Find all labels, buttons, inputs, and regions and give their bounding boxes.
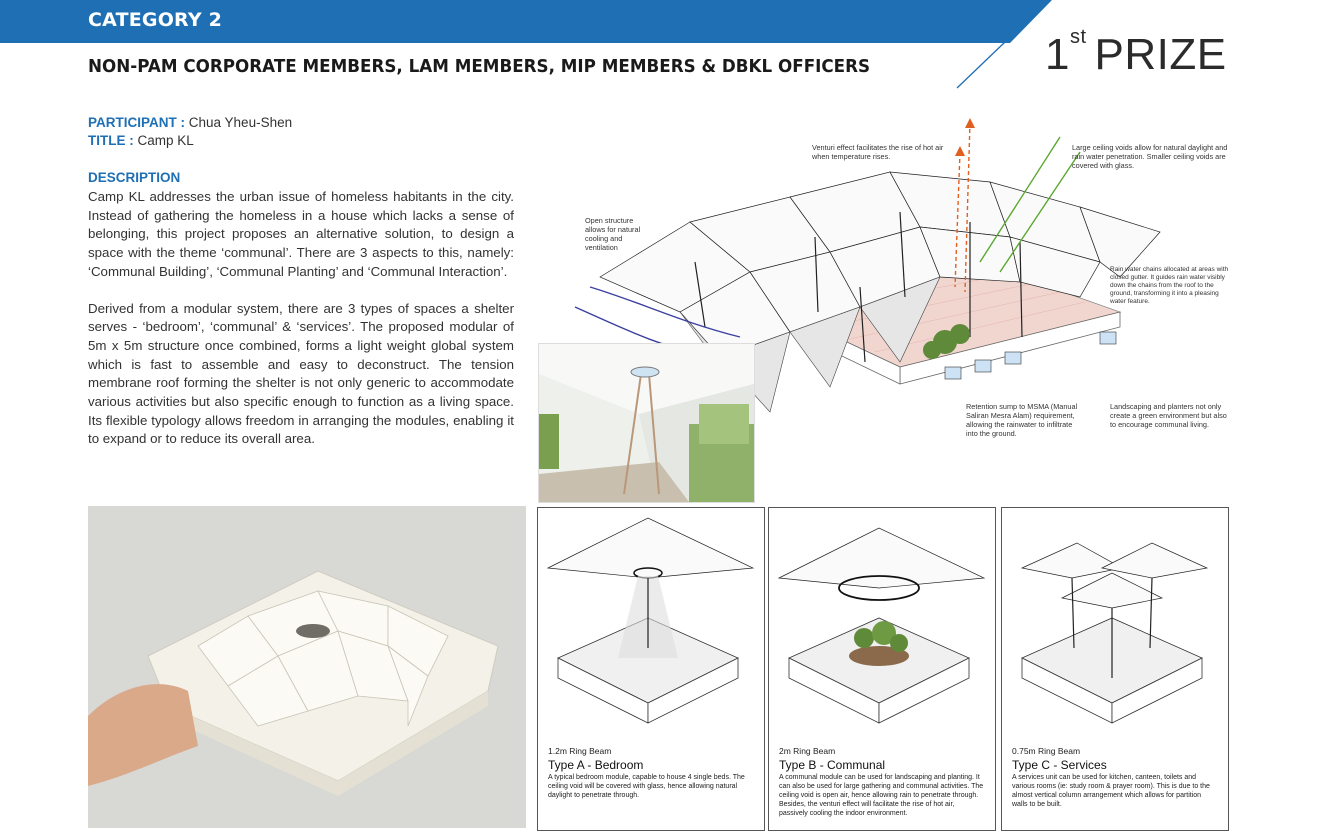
participant-label: PARTICIPANT :: [88, 115, 185, 130]
note-venturi: Venturi effect facilitates the rise of hot air when temperature rises.: [812, 143, 944, 161]
category-label: CATEGORY 2: [88, 9, 223, 31]
description-body: [88, 188, 514, 467]
participant-info: [88, 114, 292, 150]
prize-label: [1045, 26, 1227, 80]
module-title: Type B - Communal: [779, 758, 886, 772]
note-landscaping: Landscaping and planters not only create a green environment but also to encourage communal living.: [1110, 402, 1227, 429]
module-beam: 1.2m Ring Beam: [548, 746, 612, 756]
prize-suffix: st: [1069, 26, 1087, 48]
title-label: TITLE :: [88, 133, 134, 148]
module-beam: 2m Ring Beam: [779, 746, 836, 756]
divider-slash: [955, 40, 1015, 90]
module-description: A services unit can be used for kitchen, canteen, toilets and various rooms (ie: study room & prayer room). This is due to the almost vertical column arrangement which allows for partition walls to be built.: [1012, 774, 1210, 808]
note-rain-chains: Rain water chains allocated at areas with closed gutter. It guides rain water visibly down the chains from the roof to the ground, transforming it into a pleasing water feature.: [1110, 266, 1229, 305]
description-paragraph: Camp KL addresses the urban issue of homeless habitants in the city. Instead of gathering the homeless in a house which lacks a sense of belonging, this project proposes an alternative solution, to design a space with the theme ‘communal’. There are 3 aspects to this, namely: ‘Communal Building’, ‘Communal Planting’ and ‘Communal Interaction’.: [88, 189, 514, 279]
module-panel-communal: [768, 507, 996, 831]
project-title: Camp KL: [137, 133, 194, 148]
note-ceiling-voids: Large ceiling voids allow for natural daylight and rain water penetration. Smaller ceiling voids are covered with glass.: [1072, 143, 1228, 170]
module-panel-bedroom: [537, 507, 765, 831]
module-description: A communal module can be used for landscaping and planting. It can also be used for large gathering and communal activities. The ceiling void is open air, hence allowing rain to penetrate through. Besides, the venturi effect will facilitate the rise of hot air, passively cooling the indoor environment.: [779, 774, 984, 817]
participant-name: Chua Yheu-Shen: [188, 115, 293, 130]
model-photo: [88, 506, 526, 828]
prize-word: PRIZE: [1094, 30, 1227, 79]
interior-render-image: [538, 343, 755, 503]
module-panel-services: [1001, 507, 1229, 831]
module-title: Type C - Services: [1012, 758, 1107, 772]
module-beam: 0.75m Ring Beam: [1012, 746, 1081, 756]
description-heading: DESCRIPTION: [88, 170, 181, 185]
note-retention-sump: Retention sump to MSMA (Manual Saliran Mesra Alam) requirement, allowing the rainwater to infiltrate into the ground.: [966, 402, 1078, 438]
module-description: A typical bedroom module, capable to house 4 single beds. The ceiling void will be covered with glass, hence allowing natural daylight to penetrate through.: [548, 774, 745, 799]
module-title: Type A - Bedroom: [548, 758, 644, 772]
description-paragraph: Derived from a modular system, there are 3 types of spaces a shelter serves - ‘bedroom’, ‘communal’ & ‘services’. The proposed modular of 5m x 5m structure once combined, forms a light weight global system which is fast to assemble and easy to deconstruct. The tension membrane roof forming the shelter is not only generic to accommodate various activities but also specific enough to function as a living space. Its flexible typology allows freedom in arranging the modules, enabling it to expand or to reduce its overall area.: [88, 300, 514, 447]
prize-number: 1: [1045, 30, 1070, 79]
note-open-structure: Open structure allows for natural cooling and ventilation: [585, 216, 641, 252]
category-subtitle: NON-PAM CORPORATE MEMBERS, LAM MEMBERS, MIP MEMBERS & DBKL OFFICERS: [88, 56, 871, 77]
